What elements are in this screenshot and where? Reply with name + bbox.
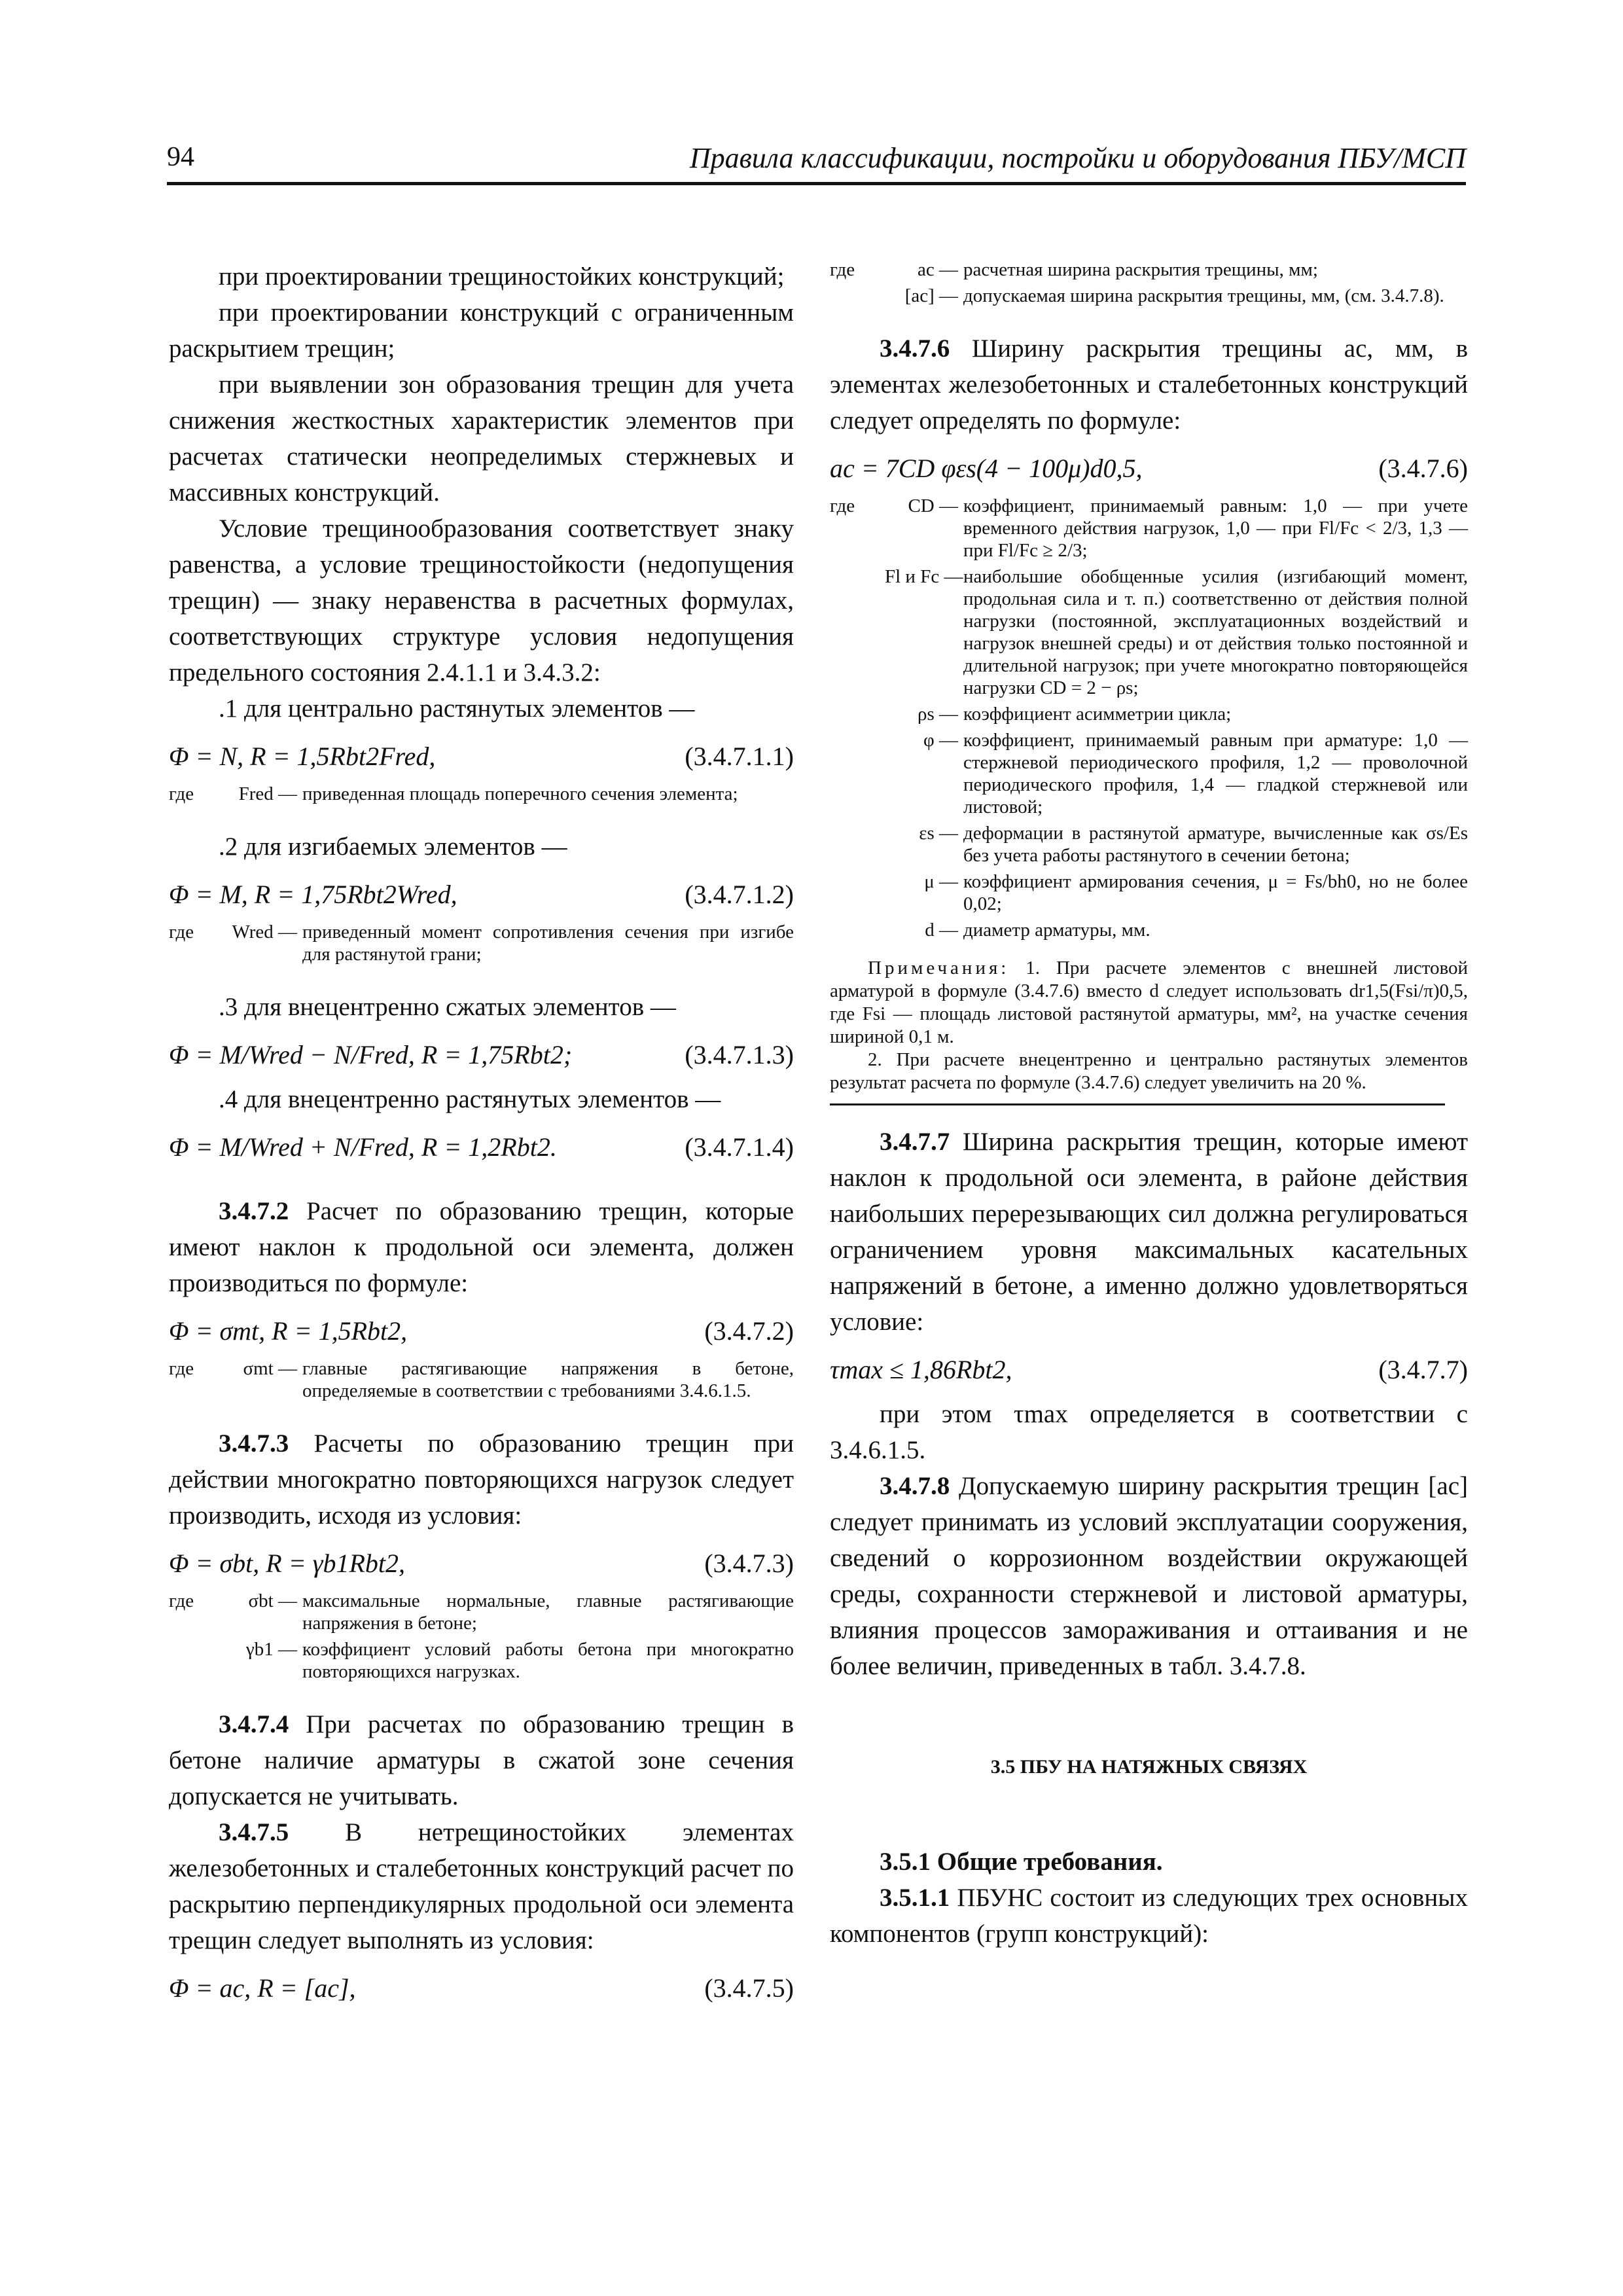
clause-number: 3.4.7.8 bbox=[880, 1472, 950, 1500]
formula-number: (3.4.7.5) bbox=[704, 1973, 794, 2003]
paragraph bbox=[169, 1426, 794, 1534]
paragraph: при выявлении зон образования трещин для учета снижения жесткостных характеристик элементов при расчетах статически неопределимых стержневых и массивных конструкций. bbox=[169, 370, 794, 507]
formula bbox=[169, 1545, 794, 1582]
clause-text: При расчетах по образованию трещин в бетоне наличие арматуры в сжатой зоне сечения допускается не учитывать. bbox=[169, 1710, 794, 1810]
where-block bbox=[830, 919, 1468, 941]
where-definition: наибольшие обобщенные усилия (изгибающий момент, продольная сила и т. п.) соответственно от действия полной нагрузки (постоянной, эксплуатационных воздействий и нагрузок внешней среды) и от действия только постоянной и длительной нагрузок; при учете многократно повторяющейся нагрузки CD = 2 − ρs; bbox=[963, 566, 1468, 698]
formula-text: Φ = M, R = 1,75Rbt2Wred, bbox=[169, 880, 457, 909]
formula bbox=[169, 1037, 794, 1073]
left-column bbox=[169, 259, 794, 2015]
formula-number: (3.4.7.2) bbox=[704, 1316, 794, 1346]
clause-number: 3.4.7.4 bbox=[219, 1710, 289, 1738]
where-label: где bbox=[830, 259, 855, 280]
formula bbox=[830, 450, 1468, 487]
formula-number: (3.4.7.7) bbox=[1378, 1355, 1468, 1384]
clause-number: 3.4.7.2 bbox=[219, 1197, 289, 1225]
section-title: 3.5 ПБУ НА НАТЯЖНЫХ СВЯЗЯХ bbox=[990, 1756, 1308, 1778]
paragraph: при этом τmax определяется в соответствии с 3.4.6.1.5. bbox=[830, 1400, 1468, 1464]
where-label: где bbox=[169, 783, 194, 804]
running-header bbox=[167, 136, 1466, 185]
where-symbol: Fred — bbox=[238, 783, 297, 804]
formula-number: (3.4.7.1.3) bbox=[685, 1040, 794, 1069]
where-definition: приведенная площадь поперечного сечения элемента; bbox=[302, 783, 738, 804]
formula bbox=[169, 738, 794, 775]
where-block bbox=[830, 259, 1468, 281]
note-2: 2. При расчете внецентренно и центрально растянутых элементов результат расчета по формуле (3.4.7.6) следует увеличить на 20 %. bbox=[830, 1049, 1468, 1093]
clause-number: 3.4.7.3 bbox=[219, 1429, 289, 1458]
clause-number: 3.4.7.7 bbox=[880, 1128, 950, 1156]
formula-number: (3.4.7.3) bbox=[704, 1549, 794, 1578]
where-label: где bbox=[169, 1358, 194, 1379]
formula-text: Φ = M/Wred + N/Fred, R = 1,2Rbt2. bbox=[169, 1132, 557, 1162]
where-block bbox=[169, 1357, 794, 1402]
formula-text: Φ = M/Wred − N/Fred, R = 1,75Rbt2; bbox=[169, 1040, 573, 1069]
where-block bbox=[830, 729, 1468, 818]
where-label: где bbox=[830, 495, 855, 516]
formula bbox=[169, 1129, 794, 1166]
where-definition: коэффициент, принимаемый равным при арматуре: 1,0 — стержневой периодического профиля, 1,2 — проволочной периодического профиля, 1,4 — гладкой стержневой или листовой; bbox=[963, 730, 1468, 817]
where-definition: коэффициент, принимаемый равным: 1,0 — при учете временного действия нагрузок, 1,0 — при Fl/Fc < 2/3, 1,3 — при Fl/Fc ≥ 2/3; bbox=[963, 495, 1468, 561]
where-symbol: Wred — bbox=[232, 922, 297, 942]
running-title: Правила классификации, постройки и оборудования ПБУ/МСП bbox=[689, 142, 1466, 174]
where-block bbox=[830, 822, 1468, 867]
where-definition: коэффициент условий работы бетона при многократно повторяющихся нагрузках. bbox=[302, 1639, 794, 1682]
where-definition: коэффициент асимметрии цикла; bbox=[963, 704, 1232, 725]
paragraph bbox=[830, 1880, 1468, 1952]
paragraph: при проектировании трещиностойких конструкций; bbox=[219, 262, 785, 291]
clause-number: 3.5.1.1 bbox=[880, 1884, 950, 1912]
clause-text: Расчет по образованию трещин, которые имеют наклон к продольной оси элемента, должен производиться по формуле: bbox=[169, 1197, 794, 1297]
where-block bbox=[169, 783, 794, 805]
subitem: .2 для изгибаемых элементов — bbox=[219, 833, 567, 861]
divider bbox=[830, 1103, 1445, 1105]
where-symbol: d — bbox=[925, 920, 958, 941]
note-text: 1. При расчете элементов с внешней листовой арматурой в формуле (3.4.7.6) вместо d следует использовать dr1,5(Fsi/π)0,5, где Fsi — площадь листовой растянутой арматуры, мм², на участке сечения шириной 0,1 м. bbox=[830, 958, 1468, 1047]
where-definition: главные растягивающие напряжения в бетоне, определяемые в соответствии с требованиями 3.4.6.1.5. bbox=[302, 1358, 794, 1401]
where-symbol: φ — bbox=[923, 730, 958, 751]
clause-number: 3.4.7.5 bbox=[219, 1818, 289, 1846]
paragraph: Условие трещинообразования соответствует знаку равенства, а условие трещиностойкости (недопущения трещин) — знаку неравенства в расчетных формулах, соответствующих структуре условия недопущения предельного состояния 2.4.1.1 и 3.4.3.2: bbox=[169, 514, 794, 687]
where-symbol: μ — bbox=[924, 871, 958, 892]
page-number: 94 bbox=[167, 142, 194, 172]
note-label: Примечания: bbox=[868, 958, 1010, 978]
where-symbol: εs — bbox=[919, 823, 958, 844]
where-definition: приведенный момент сопротивления сечения при изгибе для растянутой грани; bbox=[302, 922, 794, 965]
where-symbol: Fl и Fc — bbox=[885, 566, 963, 587]
subitem: .4 для внецентренно растянутых элементов — bbox=[219, 1085, 721, 1113]
where-block bbox=[169, 1638, 794, 1683]
formula bbox=[830, 1352, 1468, 1388]
paragraph bbox=[169, 1193, 794, 1301]
paragraph bbox=[830, 1468, 1468, 1684]
where-definition: деформации в растянутой арматуре, вычисленные как σs/Es без учета работы растянутого в сечении бетона; bbox=[963, 823, 1468, 866]
clause-text: В нетрещиностойких элементах железобетонных и сталебетонных конструкций расчет по раскрытию перпендикулярных продольной оси элемента трещин следует выполнять из условия: bbox=[169, 1818, 794, 1954]
where-symbol: γb1 — bbox=[245, 1639, 297, 1660]
where-block bbox=[830, 285, 1468, 307]
where-definition: допускаемая ширина раскрытия трещины, мм, (см. 3.4.7.8). bbox=[963, 285, 1444, 306]
formula-text: Φ = ac, R = [ac], bbox=[169, 1973, 356, 2003]
where-definition: диаметр арматуры, мм. bbox=[963, 920, 1150, 941]
where-block bbox=[169, 1590, 794, 1634]
where-symbol: σmt — bbox=[243, 1358, 297, 1379]
where-symbol: ρs — bbox=[917, 704, 958, 725]
where-block bbox=[830, 495, 1468, 562]
paragraph: при проектировании конструкций с ограниченным раскрытием трещин; bbox=[169, 298, 794, 363]
formula-text: τmax ≤ 1,86Rbt2, bbox=[830, 1355, 1012, 1384]
clause-text: Расчеты по образованию трещин при действии многократно повторяющихся нагрузок следует производить, исходя из условия: bbox=[169, 1429, 794, 1530]
formula bbox=[169, 1970, 794, 2007]
where-definition: расчетная ширина раскрытия трещины, мм; bbox=[963, 259, 1318, 280]
clause-text: Ширину раскрытия трещины ac, мм, в элементах железобетонных и сталебетонных конструкций следует определять по формуле: bbox=[830, 334, 1468, 435]
subsection-heading: 3.5.1 Общие требования. bbox=[880, 1848, 1163, 1876]
clause-text: Допускаемую ширину раскрытия трещин [ac] следует принимать из условий эксплуатации сооружения, сведений о коррозионном воздействии окружающей среды, сохранности стержневой и листовой арматуры, влияния процессов замораживания и оттаивания и не более величин, приведенных в табл. 3.4.7.8. bbox=[830, 1472, 1468, 1680]
paragraph bbox=[830, 331, 1468, 439]
clause-text: ПБУНС состоит из следующих трех основных компонентов (групп конструкций): bbox=[830, 1884, 1468, 1948]
formula-number: (3.4.7.1.2) bbox=[685, 880, 794, 909]
subitem: .1 для центрально растянутых элементов — bbox=[219, 694, 695, 723]
formula-number: (3.4.7.1.1) bbox=[685, 742, 794, 771]
formula-text: Φ = N, R = 1,5Rbt2Fred, bbox=[169, 742, 436, 771]
where-definition: коэффициент армирования сечения, μ = Fs/bh0, но не более 0,02; bbox=[963, 871, 1468, 914]
subitem: .3 для внецентренно сжатых элементов — bbox=[219, 993, 676, 1021]
where-symbol: ac — bbox=[918, 259, 958, 280]
where-symbol: CD — bbox=[908, 495, 958, 516]
clause-number: 3.4.7.6 bbox=[880, 334, 950, 363]
where-definition: максимальные нормальные, главные растягивающие напряжения в бетоне; bbox=[302, 1590, 794, 1634]
where-label: где bbox=[169, 922, 194, 942]
where-block bbox=[169, 921, 794, 965]
where-label: где bbox=[169, 1590, 194, 1611]
paragraph bbox=[169, 1706, 794, 1814]
where-block bbox=[830, 870, 1468, 915]
notes bbox=[830, 957, 1468, 1094]
formula bbox=[169, 1313, 794, 1350]
note-1 bbox=[830, 957, 1468, 1049]
formula-number: (3.4.7.1.4) bbox=[685, 1132, 794, 1162]
formula-number: (3.4.7.6) bbox=[1378, 454, 1468, 483]
formula-text: Φ = σbt, R = γb1Rbt2, bbox=[169, 1549, 406, 1578]
formula-text: ac = 7CD φεs(4 − 100μ)d0,5, bbox=[830, 454, 1143, 483]
formula-text: Φ = σmt, R = 1,5Rbt2, bbox=[169, 1316, 408, 1346]
where-symbol: [ac] — bbox=[904, 285, 958, 306]
paragraph bbox=[169, 1814, 794, 1958]
where-block bbox=[830, 565, 1468, 699]
formula bbox=[169, 876, 794, 913]
where-symbol: σbt — bbox=[248, 1590, 297, 1611]
paragraph bbox=[830, 1124, 1468, 1340]
right-column bbox=[830, 259, 1468, 1952]
where-block bbox=[830, 703, 1468, 725]
clause-text: Ширина раскрытия трещин, которые имеют наклон к продольной оси элемента, в районе действия наибольших перерезывающих сил должна регулироваться ограничением уровня максимальных касательных напряжений в бетоне, а именно должно удовлетворяться условие: bbox=[830, 1128, 1468, 1336]
